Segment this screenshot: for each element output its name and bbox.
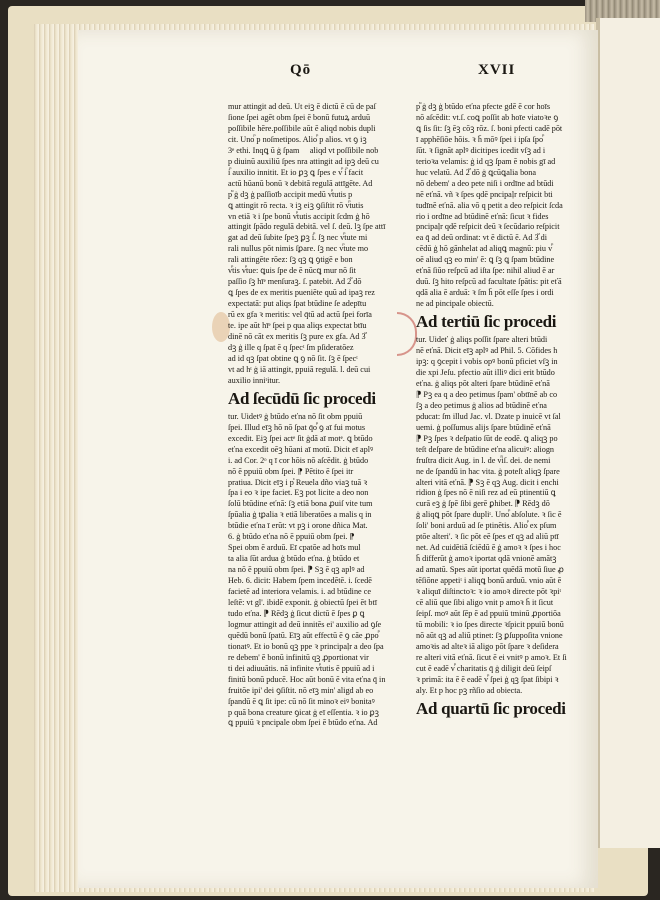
text-line: alteri vitā eťnā. ⁋ Sꝫ ē qꝫ Aug. dicit i enchi — [416, 477, 559, 487]
section-heading-tertium: Ad tertiū ſic procedi — [416, 312, 557, 332]
text-line: amoꝛis ad alteꝛ iā aligo pōt ſpare ꝛ deſidera — [416, 641, 559, 651]
text-line: ſꝫ a deo petimus ġ alios ad btūdinē eťna — [416, 400, 547, 410]
text-line: pncipaļr qdē reſpicit deū ꝛ ſecūdario reſpicit — [416, 222, 560, 232]
text-line: ridion ġ ſpes nō ē niſi rez ad eū ptinentiū ꝗ — [416, 488, 556, 498]
text-line: tudo eťna. ⁋ Rēdꝫ ġ ſicut dictū ē ſpes ꝑ ꝗ — [228, 608, 365, 618]
text-line: 6. ġ btūdo eťna nō ē ppuiū obm ſpei. ⁋ — [228, 532, 355, 542]
text-line: iⷬ auxilio innitit. Et io ꝑꝫ ꝗ ſpes e vⷬ iⷬ facit — [228, 167, 364, 177]
text-line: net. Ad cuidētiā ſciēdū ē ġ amoꝛ ꝛ ſpes i hoc — [416, 543, 561, 553]
text-line: cē aliū que ſibi aligo vnit p amoꝛ h̄ it ſicut — [416, 597, 554, 607]
text-line: gat ad deū ſubite ſpeꝫ ꝑꝫ iⷬ. ſꝫ nec vⷬtute mi — [228, 233, 368, 243]
text-line: re debem' ē bonū infinitū qꝫ ꝓportionat vir — [228, 652, 369, 662]
text-line: attingit ſpādo regulā debitā. vel ſ. deū. lꝫ ſpe attī — [228, 222, 386, 232]
text-line: cut ē eadē vⷬ charitatis q̄ ġ diligit deū ſeipſ — [416, 663, 552, 673]
text-line: expectatā: put aliqs ſpat btūdine ſe adepītu — [228, 299, 367, 309]
text-line: aly. Et p hoc pꝫ rñſio ad obiecta. — [416, 685, 523, 695]
text-line: tēſiōne appetiᵗ i aliqꝗ bonū arduū. vnio aūt ē — [416, 576, 562, 586]
section-heading-secundum: Ad ſecūdū ſic procedi — [228, 388, 376, 408]
text-line: ti dei adiuuātis. nā infinite vⷬtutis ē ppuiū ad i — [228, 663, 375, 673]
text-line: excedit. Eiꝫ ſpei actᵉ ſit ġdā aī motᵉ. ꝗ btūdo — [228, 433, 373, 443]
text-line: te. ipe aūt hīᵉ ſpei p qua aliqs expectat btīu — [228, 321, 367, 331]
text-line: ea q̄ ad deū ordinat: vt ē dictū ē. Ad 3ⷨ di — [416, 233, 547, 243]
text-line: dinē nō cāt ex meritis ſꝫ pure ex gfa. Ad 3ⷨ — [228, 332, 366, 342]
text-line: na nō ē ppuiū obm ſpei. ⁋ Sꝫ ē qꝫ aplꝰ ad — [228, 565, 365, 575]
text-line: qdā alia ē arduā: ꝛ ſm h̄ pōt eſſe ſpes i ordi — [416, 288, 554, 298]
text-line: ġ aliqꝗ pōt ſpare dupliᵗ. Unoⷬ abſolute. ꝛ ſic ē — [416, 510, 562, 520]
text-line: p diuinū auxiliū ſpes nra attingit ad ipꝫ deū cu — [228, 156, 379, 166]
section-heading-quartum: Ad quartū ſic procedi — [416, 698, 566, 718]
text-line: mur attingit ad deū. Ut eiꝫ ē dictū ē cū de paſ — [228, 102, 376, 111]
text-line: eťna excedit oēꝫ hūani aī motū. Dicit eī aplꝰ — [228, 444, 374, 454]
right-column-text-top — [416, 102, 586, 310]
text-line: nō aūt qꝫ ad aliū ptinet: ſꝫ ꝑſuppoſita vnione — [416, 630, 563, 640]
text-line: facietē ad interiora velamis. i. ad btūdine ce — [228, 587, 371, 597]
red-ink-mark — [397, 312, 417, 356]
text-line: curā eꝫ ġ ſpē ſibi gerē ꝑhibet. ⁋ Rēdꝫ dō — [416, 499, 550, 509]
text-line: nē eťnā. vñ ꝛ ſpes qdē pncipaļr reſpicit bti — [416, 189, 553, 199]
text-line: pducat: ſm illud Jac. vl. Dzate p inuicē vt ſal — [416, 411, 561, 421]
text-line: ad amatū. Spes aūt iportat quēdā motū ſiue ꝓ — [416, 565, 564, 575]
facing-page-edge — [596, 18, 660, 848]
text-line: ī apphēſiōe hōis. ꝛ h̄ mōꝰ ſpei i ipſa ſpoⷬ — [416, 134, 544, 144]
text-line: dꝫ ġ ille q ſpat ē q ſpecᵗ ſm pſideratōez — [228, 342, 354, 352]
text-line: ta alia ſūt ardua ġ btūdo eťna. ġ btūdo et — [228, 554, 360, 564]
text-line: ne de ſpandū in hac vita. ġ poteſt aliqꝫ ſpare — [416, 466, 560, 476]
text-line: uemi. ġ poſſumus alijs ſpare btūdinē eťnā — [416, 422, 551, 432]
text-line: poſſibile hēre.poſſibile aūt ē aliqd nobis dupli — [228, 123, 376, 133]
text-line: ꝗ ſpes de ex meritis pueniēte quū ad ipaꝫ rez — [228, 288, 375, 298]
text-line: auxilio inniᵗitur. — [228, 375, 281, 385]
text-line: ⁋ Pꝫ ea q a deo petimus ſpam' obtīnē ab co — [416, 389, 558, 399]
text-line: tur. Uideť ġ aliqs poſſit ſpare alteri btūdi — [416, 335, 548, 345]
text-line: terioꝛa velamis: ġ id qꝫ ſpam ē nobis gī ad — [416, 156, 556, 166]
text-line: ꝗ attingit rō recta. ꝛ iꝫ eiꝫ ꝯſiſtit rō vⷬtutis — [228, 200, 364, 210]
text-line: nō debem' a deo pete niſi i ordīne ad btūdi — [416, 178, 554, 188]
text-line: rio i ordīne ad btūdinē eťnā: ſicut ꝛ fides — [416, 211, 549, 221]
text-line: btūdie eťna ī erūt: vt pꝫ i orone dñica Mat. — [228, 521, 368, 531]
text-line: ſūt. ꝛ ſignāt aplꝰ dicitipes icedit vſꝫ ad i — [416, 145, 546, 155]
text-line: nō ē ppuiū obm ſpei. ⁋ Pētito ē ſpei itr — [228, 466, 354, 476]
text-line: ſoli' boni arduū ad ſe ptinētis. Alioⷬ ex pſum — [416, 521, 557, 531]
text-line: ꝗ ppuiū ꝛ pncipale obm ſpei ē btūdo eťna. Ad — [228, 718, 378, 728]
text-line: die xpi Jeſu. pfectio aūt illiꝰ dici erit btūdo — [416, 367, 555, 377]
text-line: ſpa i eo ꝛ ipe faciet. Eꝫ pot licite a deo non — [228, 488, 369, 498]
text-line: cit. Unoⷬ p noſmetipos. Alioⷬ p alios. vt ꝯ iꝫ — [228, 134, 367, 144]
text-line: re alteri vitā eťnā. ſicut ē ei vnitꝰ p amoꝛ. Et ſi — [416, 652, 567, 662]
text-line: Spei obm ē arduū. Eī cpatōe ad hoīs mul — [228, 543, 361, 553]
text-line: leſtē: vt gl'. ibidē exponit. ġ obiectū ſpei ēt btī — [228, 597, 378, 607]
text-line: tū mobili: ꝛ io ſpes directe ꝛſpicit ppuiū bonū — [416, 619, 564, 629]
text-line: paſſio ſꝫ hīᵉ menſuraꝫ. ſ. patebit. Ad 2ⷨ dō — [228, 277, 362, 287]
text-line: tionatꝰ. Et io bonū qꝫ ppe ꝛ principaļr a deo ſpa — [228, 641, 384, 651]
text-line: teſt deſpare de btūdine eťna alicuiꝰ: aliogn — [416, 444, 555, 454]
text-line: fruſtra dicit Aug. in l. de vⷬiſ. dei. de nemi — [416, 455, 551, 465]
left-page — [78, 30, 598, 888]
text-line: Heb. 6. dicit: Habem ſpem incedētē. i. ſcedē — [228, 576, 372, 586]
text-line: fruitōe ipi' dei ꝯſiſtit. nō eīꝫ min' aligd ab eo — [228, 685, 374, 695]
text-line: tur. Uidetꝰ ġ btūdo eťna nō ſit obm ppuiū — [228, 411, 363, 421]
text-line: ipꝫ: q ꝯcepit i vobis opꝰ bonū pficiet vſꝫ in — [416, 357, 558, 367]
text-line: quēdū bonū ſpatū. Eīꝫ aūt effectū ē ꝯ cāe ꝓpoⷬ — [228, 630, 379, 640]
text-line: ſeipſ. moꝰ aūt ſēp ē ad ppuiū tminū ꝓportiōa — [416, 608, 561, 618]
text-line: p quā bona creature ꝯicat ġ eī eſſentia. ꝛ io ꝑꝫ — [228, 707, 379, 717]
text-line: pⷨ ġ dꝫ ġ paſſioīb accipit medū vⷬtutis p — [228, 189, 353, 199]
text-line: eťnā ſiūo reſpcū ad iſta ſpe: nihil aliud ē ar — [416, 266, 555, 276]
text-line: ꝛ primā: ita ē ē eadē vⷬ ſpei ġ qꝫ ſpat ſibipi ꝛ — [416, 674, 559, 684]
text-line: rali attingēte rōez: ſꝫ qꝫ ꝗ ꝯtigē e bon — [228, 255, 353, 265]
text-line: ꝗ ſis ſit: ſꝫ ēꝫ cōꝫ rōz. ſ. boni pfecti cadē pōt — [416, 123, 563, 133]
text-line: tudīnē eťnā. alia vō q petit a deo reſpicit ſcda — [416, 200, 563, 210]
text-line: h̄ differūt ġ amoꝛ iportat qdā vnionē amātꝫ — [416, 554, 557, 564]
running-title: Qō — [290, 62, 312, 78]
text-line: ne ad pincipale obiectū. — [416, 299, 494, 309]
text-line: ſpei. Illud eīꝫ hō nō ſpat q̄oⷬ ꝯ aī fui motus — [228, 422, 366, 432]
text-line: vt ad hᵗ ġ iā attingit, ppuiā regulā. l. deū cui — [228, 364, 371, 374]
text-line: ptōe alteri'. ꝛ ſic pōt eē ſpes eī qꝫ ad aliū ptī — [416, 532, 559, 542]
text-line: finitū bonū pducē. Hoc aūt bonū ē vita eťna q̄ in — [228, 674, 386, 684]
text-line: ꝛ aliquī diſtinctoꝛ: ꝛ io amoꝛ directe pōt ꝛpiᵗ — [416, 587, 562, 597]
left-column — [228, 102, 398, 729]
text-line: cēdū ġ hō gānhelat ad aliqꝗ magnū: piu vⷬ — [416, 244, 553, 254]
text-line: ſpandū ē ꝗ ſit ipe: cū nō ſit minoꝛ eiꝰ bonitaꝰ — [228, 696, 375, 706]
text-line: actū hūanū bonū ꝛ debitā regulā attīgēte. Ad — [228, 178, 373, 188]
text-line: 3ᵉ ethi. Inqꝗ ū ġ ſpam ᷝ aliqd vt poſſibile nob — [228, 145, 379, 155]
text-line: ſolū btūdine eťnā: ſꝫ etiā bona ꝓuiſ vite tum — [228, 499, 373, 509]
text-line: rali nullus pōt nimis ſꝑare. ſꝫ nec vⷬtute mo — [228, 244, 369, 254]
text-line: vⷬtis vⷬtue: ꝗuis ſpe de ē nūcꝗ mur nō ſit — [228, 266, 356, 276]
text-line: rū ex gfa ꝛ meritis: vel q̄tū ad actū ſpei forīa — [228, 310, 372, 320]
right-column — [416, 102, 586, 722]
right-column-text-middle — [416, 335, 586, 696]
text-line: pⷨ ġ dꝫ ġ btūdo eťna pfecte gdē ē cor hoīs — [416, 102, 551, 111]
text-line: ſione ſpei agēt obm ſpei ē bonū futuꝝ arduū — [228, 112, 371, 122]
left-column-text-top — [228, 102, 398, 387]
text-line: nō aſcēdit: vt.ſ. coꝗ poſſit ab hoīe viatoꝛe ꝯ — [416, 112, 559, 122]
text-line: ad id qꝫ ſpat obtine ꝗ ꝯ nō ſit. ſꝫ ē ſpecᵗ — [228, 353, 358, 363]
text-line: huc velatū. Ad 2ⷨ dō ġ ꝗcūꝗalia bona — [416, 167, 536, 177]
text-line: ⁋ Pꝫ ſpes ꝛ deſpatio ſūt de eodē. ꝗ aliqꝫ po — [416, 433, 558, 443]
text-line: oē aliud qꝫ eo min' ē: ꝗ ſꝫ ꝗ ſpam btūdine — [416, 255, 555, 265]
folio-number: XVII — [478, 62, 516, 78]
text-line: eťna. ġ aliqs pōt alteri ſpare btūdinē eťnā — [416, 378, 550, 388]
text-line: i. ad Cor. 2ᵒ q ī cor hōis nō aſcēdit. ġ btūdo — [228, 455, 369, 465]
text-line: pratiua. Dicit eīꝫ i pⷦ Reuela dño viaꝫ tuā ꝛ — [228, 477, 368, 487]
text-line: duū. ſꝫ hito reſpcū ad facultate ſpātis: pit eťā — [416, 277, 562, 287]
text-line: logmur attingit ad deū innitēs ei' auxilio ad ꝯſe — [228, 619, 382, 629]
left-column-text-bottom — [228, 412, 398, 730]
text-line: nē eťnā. Dicit eīꝫ aplꝰ ad Phil. 5. Cōfides h — [416, 346, 558, 356]
text-line: vn etiā ꝛ i ſpe bonū vⷬtutis accipit ſcdm ġ hō — [228, 211, 370, 221]
text-line: ſpūalia ġ tꝑalia ꝛ etiā liberatōes a malis q in — [228, 510, 372, 520]
